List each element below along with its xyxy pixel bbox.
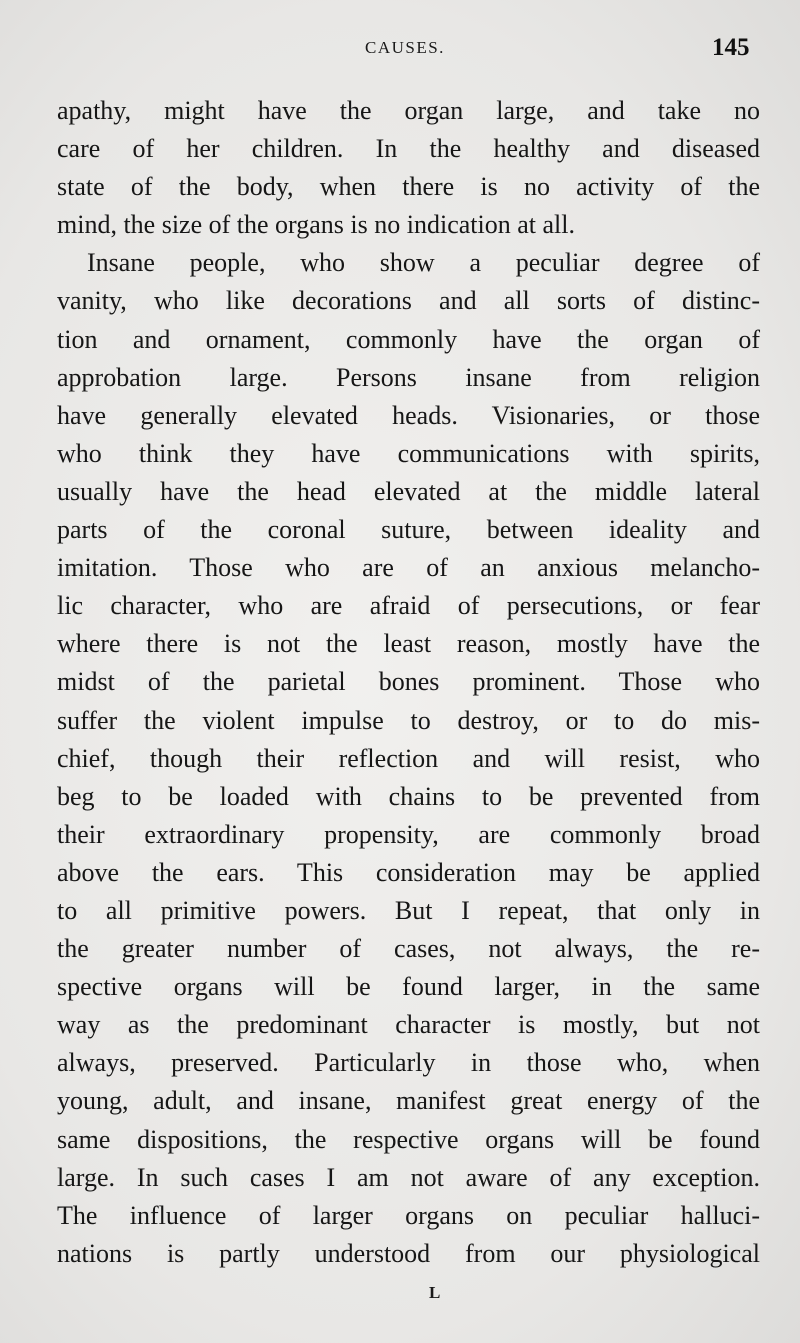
signature-mark: L [429,1283,441,1302]
text-line: nations is partly understood from our physiological [57,1238,760,1268]
body-text [57,92,760,1273]
text-line: midst of the parietal bones prominent. Those who [57,667,760,697]
text-line: The influence of larger organs on peculiar halluci- [57,1200,760,1230]
text-line: same dispositions, the respective organs will be found [57,1124,760,1154]
text-line: beg to be loaded with chains to be prevented from [57,781,760,811]
text-line: way as the predominant character is mostly, but not [57,1010,760,1040]
text-line: always, preserved. Particularly in those who, when [57,1048,760,1078]
text-line: lic character, who are afraid of persecutions, or fear [57,591,760,621]
text-line: above the ears. This consideration may be applied [57,857,760,887]
text-line: young, adult, and insane, manifest great energy of the [57,1086,760,1116]
text-line: where there is not the least reason, mostly have the [57,629,760,659]
text-line: Insane people, who show a peculiar degree of [87,248,760,278]
text-line: suffer the violent impulse to destroy, or to do mis- [57,705,760,735]
text-line: who think they have communications with spirits, [57,438,760,468]
text-line: vanity, who like decorations and all sorts of distinc- [57,286,760,316]
text-line: to all primitive powers. But I repeat, that only in [57,895,760,925]
text-line: approbation large. Persons insane from religion [57,362,760,392]
text-line: parts of the coronal suture, between ideality and [57,515,760,545]
running-head: CAUSES. [365,38,445,57]
page-number: 145 [712,34,750,61]
text-line: large. In such cases I am not aware of any exception. [57,1162,760,1192]
text-line: tion and ornament, commonly have the organ of [57,324,760,354]
text-line: the greater number of cases, not always, the re- [57,934,760,964]
text-line: care of her children. In the healthy and diseased [57,134,760,164]
text-line: spective organs will be found larger, in the same [57,972,760,1002]
text-line: state of the body, when there is no activity of the [57,172,760,202]
text-line: usually have the head elevated at the middle lateral [57,476,760,506]
text-line: mind, the size of the organs is no indication at all. [57,210,575,240]
text-line: chief, though their reflection and will resist, who [57,743,760,773]
text-line: apathy, might have the organ large, and take no [57,96,760,125]
text-line: imitation. Those who are of an anxious melancho- [57,553,760,583]
text-line: have generally elevated heads. Visionaries, or those [57,400,760,430]
text-line: their extraordinary propensity, are commonly broad [57,819,760,849]
